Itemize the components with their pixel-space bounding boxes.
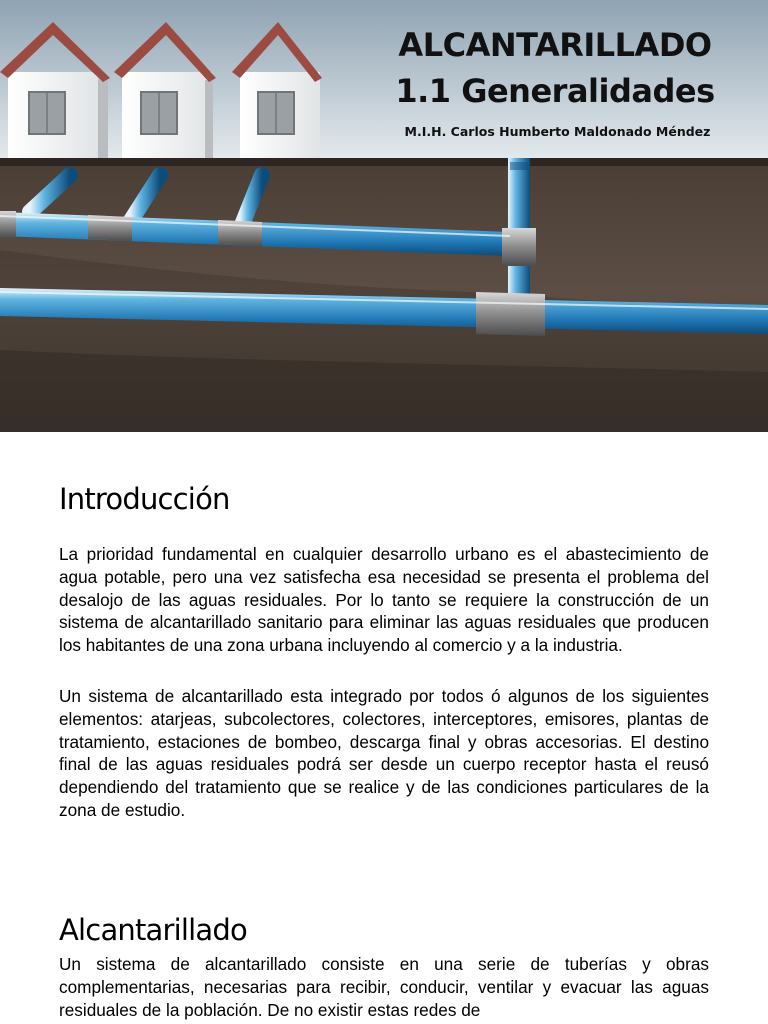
banner-title-line-2: 1.1 Generalidades xyxy=(395,72,715,110)
section-heading-alcantarillado: Alcantarillado xyxy=(59,913,247,947)
banner-title xyxy=(380,22,730,114)
intro-paragraph-1: La prioridad fundamental en cualquier desarrollo urbano es el abastecimiento de agua potable, pero una vez satisfecha esa necesidad se presenta el problema del desalojo de las aguas residuales. Por lo tanto se requiere la construcción de un sistema de alcantarillado sanitario para eliminar las aguas residuales que producen los habitantes de una zona urbana incluyendo al comercio y a la industria. xyxy=(59,544,709,656)
alcantarillado-paragraph-1: Un sistema de alcantarillado consiste en una serie de tuberías y obras complementarias, necesarias para recibir, conducir, ventilar y evacuar las aguas residuales de la población. De no existir estas redes de xyxy=(59,954,709,1020)
author-name: M.I.H. Carlos Humberto Maldonado Méndez xyxy=(404,124,711,139)
section-heading-introduccion: Introducción xyxy=(59,482,230,516)
intro-paragraph-2: Un sistema de alcantarillado esta integrado por todos ó algunos de los siguientes elementos: atarjeas, subcolectores, colectores, interceptores, emisores, plantas de tratamiento, estaciones de bombeo, descarga final y obras accesorias. El destino final de las aguas residuales podrá ser desde un cuerpo receptor hasta el reusó dependiendo del tratamiento que se realice y de las condiciones particulares de la zona de estudio. xyxy=(59,686,709,820)
banner-title-line-1: ALCANTARILLADO xyxy=(398,26,712,64)
cover-banner xyxy=(0,0,768,432)
